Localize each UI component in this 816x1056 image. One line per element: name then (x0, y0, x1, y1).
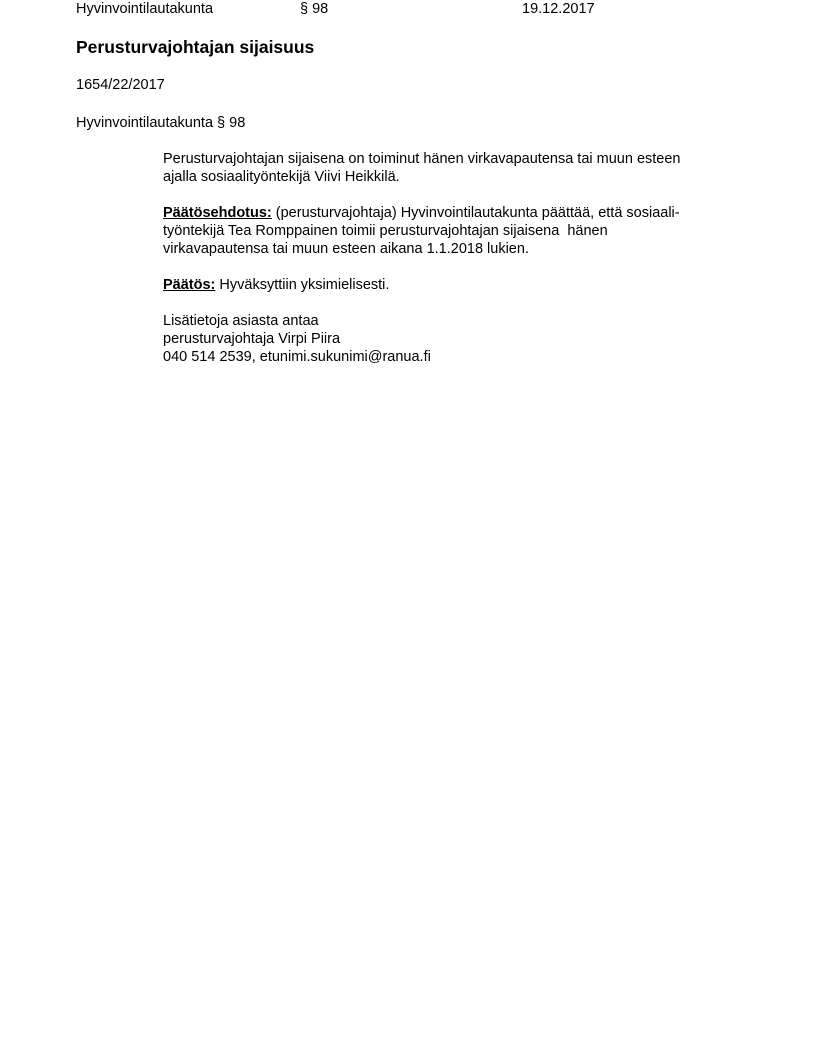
section-subheading: Hyvinvointilautakunta § 98 (76, 115, 246, 131)
background-line: ajalla sosiaalityöntekijä Viivi Heikkilä. (163, 169, 400, 185)
contact-paragraph (163, 312, 738, 366)
proposal-line: työntekijä Tea Romppainen toimii perusturvajohtajan sijaisena hänen (163, 223, 608, 239)
proposal-text: (perusturvajohtaja) Hyvinvointilautakunta päättää, että sosiaali- (271, 205, 680, 221)
decision-paragraph (163, 276, 738, 294)
proposal-line (163, 204, 738, 222)
contact-line: perusturvajohtaja Virpi Piira (163, 331, 341, 347)
background-line: Perusturvajohtajan sijaisena on toiminut hänen virkavapautensa tai muun esteen (163, 151, 681, 167)
contact-line: Lisätietoja asiasta antaa (163, 313, 319, 329)
proposal-line: virkavapautensa tai muun esteen aikana 1.1.2018 lukien. (163, 241, 529, 257)
case-number: 1654/22/2017 (76, 77, 165, 93)
header-date: 19.12.2017 (522, 1, 595, 17)
document-body (163, 150, 738, 366)
document-header (76, 0, 776, 18)
proposal-label: Päätösehdotus: (163, 205, 272, 221)
background-paragraph (163, 150, 738, 186)
header-body-name: Hyvinvointilautakunta (76, 1, 214, 17)
contact-line: 040 514 2539, etunimi.sukunimi@ranua.fi (163, 349, 431, 365)
header-section-number: § 98 (300, 1, 329, 17)
decision-line (163, 276, 738, 294)
proposal-paragraph (163, 204, 738, 258)
decision-label: Päätös: (163, 277, 216, 293)
decision-text: Hyväksyttiin yksimielisesti. (215, 277, 390, 293)
document-title: Perusturvajohtajan sijaisuus (76, 37, 315, 57)
